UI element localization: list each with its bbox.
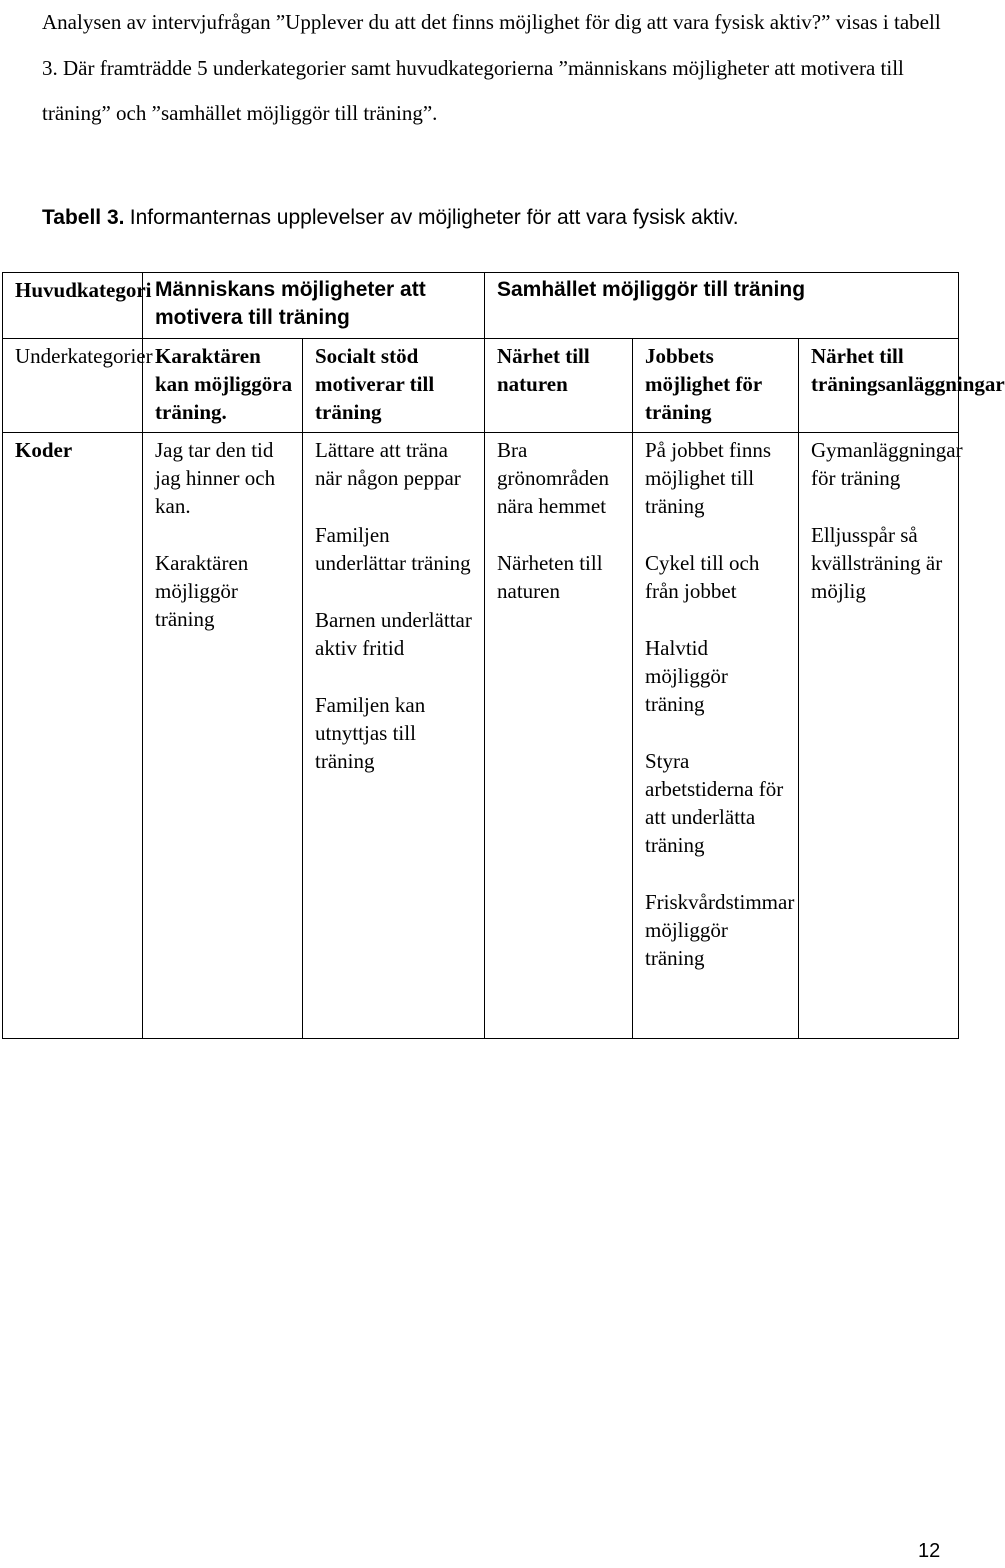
intro-paragraph: Analysen av intervjufrågan ”Upplever du att det finns möjlighet för dig att vara fysisk aktiv?” visas i tabell 3. Där framträdde 5 underkategorier samt huvudkategorierna ”människans möjligheter att motivera till träning” och ”samhället möjliggör till träning”. — [42, 10, 941, 125]
code-item: Barnen underlättar aktiv fritid — [315, 608, 472, 660]
code-item: Cykel till och från jobbet — [645, 551, 760, 603]
code-item: Närheten till naturen — [497, 551, 603, 603]
row-label-subcategory: Underkategorier — [3, 339, 143, 433]
code-item: Gymanläggningar för träning — [811, 438, 963, 490]
subcategory-4: Jobbets möjlighet för träning — [633, 339, 799, 433]
subcategory-5: Närhet till träningsanläggningar — [799, 339, 959, 433]
row-label-codes: Koder — [3, 433, 143, 1039]
page-number: 12 — [918, 1540, 941, 1562]
code-item: Elljusspår så kvällsträning är möjlig — [811, 523, 943, 603]
table-row-codes — [3, 433, 959, 1039]
table-caption — [42, 195, 947, 240]
main-category-1: Människans möjligheter att motivera till träning — [143, 273, 485, 339]
code-item: På jobbet finns möjlighet till träning — [645, 438, 771, 518]
code-item: Styra arbetstiderna för att underlätta träning — [645, 749, 784, 857]
subcategory-3: Närhet till naturen — [485, 339, 633, 433]
codes-col-2 — [303, 433, 485, 1039]
subcategory-1: Karaktären kan möjliggöra träning. — [143, 339, 303, 433]
code-item: Jag tar den tid jag hinner och kan. — [155, 438, 276, 518]
codes-col-1 — [143, 433, 303, 1039]
code-item: Familjen kan utnyttjas till träning — [315, 693, 426, 773]
table-caption-label: Tabell 3. — [42, 206, 125, 229]
code-item: Karaktären möjliggör träning — [155, 551, 249, 631]
code-item: Friskvårdstimmar möjliggör träning — [645, 890, 795, 970]
row-label-main-category: Huvudkategori — [3, 273, 143, 339]
table-row-subcategories — [3, 339, 959, 433]
code-item: Familjen underlättar träning — [315, 523, 471, 575]
main-category-2: Samhället möjliggör till träning — [485, 273, 959, 339]
table-row-main-categories — [3, 273, 959, 339]
code-item: Halvtid möjliggör träning — [645, 636, 728, 716]
codes-col-3 — [485, 433, 633, 1039]
code-item: Lättare att träna när någon peppar — [315, 438, 461, 490]
code-item: Bra grönområden nära hemmet — [497, 438, 609, 518]
codes-col-4 — [633, 433, 799, 1039]
table-caption-text: Informanternas upplevelser av möjligheter för att vara fysisk aktiv. — [129, 206, 739, 229]
categories-table — [2, 272, 1005, 1039]
codes-col-5 — [799, 433, 963, 1039]
subcategory-2: Socialt stöd motiverar till träning — [303, 339, 485, 433]
